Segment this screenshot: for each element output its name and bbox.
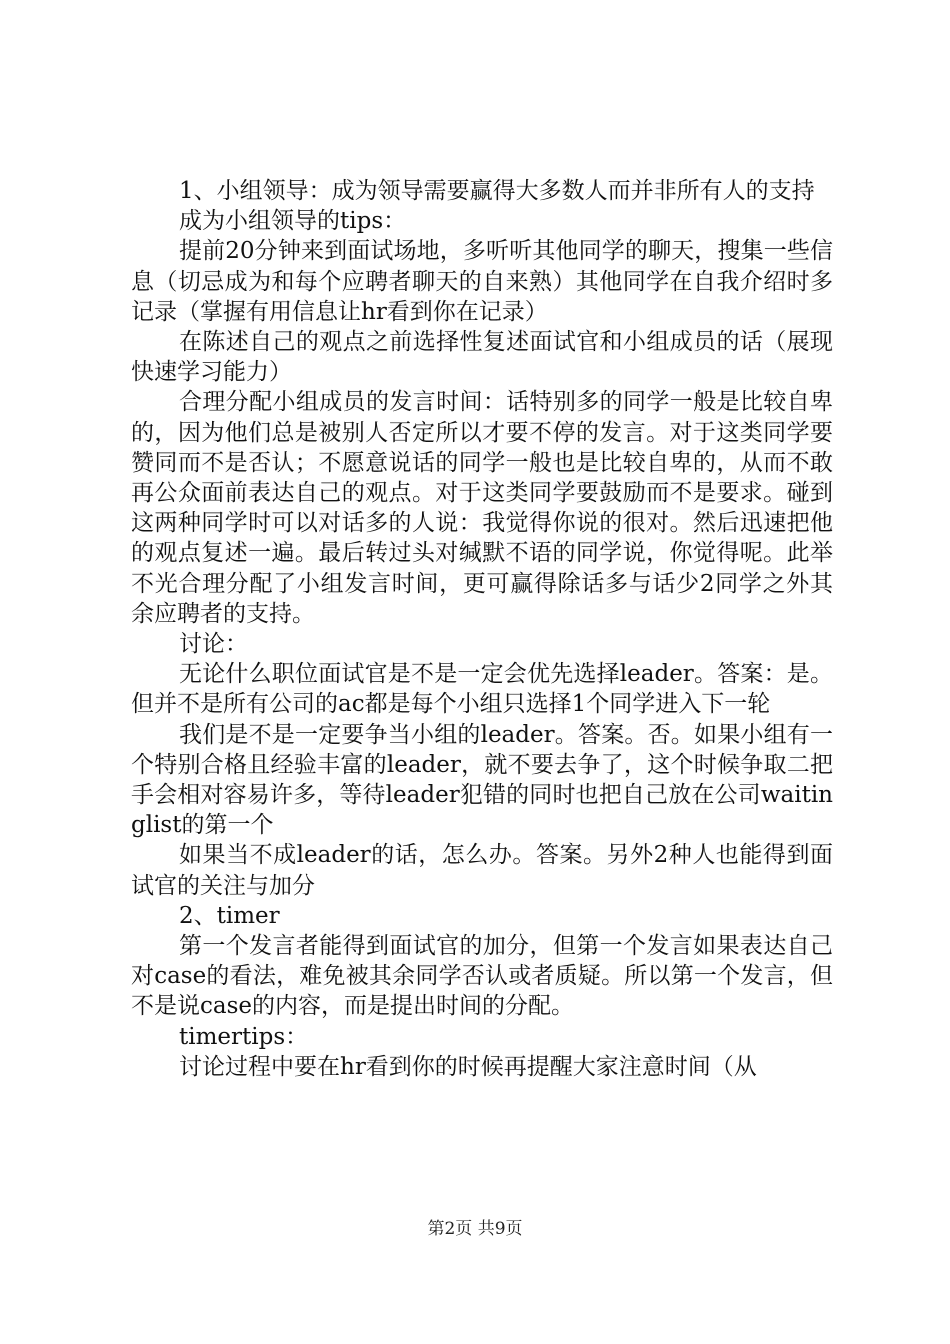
paragraph-arrive-early: 提前20分钟来到面试场地，多听听其他同学的聊天，搜集一些信息（切忌成为和每个应聘者聊天的自来熟）其他同学在自我介绍时多记录（掌握有用信息让hr看到你在记录） xyxy=(131,238,833,325)
paragraph-restate-views: 在陈述自己的观点之前选择性复述面试官和小组成员的话（展现快速学习能力） xyxy=(131,329,833,386)
discussion-heading: 讨论： xyxy=(179,631,248,658)
paragraph-first-speaker: 第一个发言者能得到面试官的加分，但第一个发言如果表达自己对case的看法，难免被其余同学否认或者质疑。所以第一个发言，但不是说case的内容，而是提出时间的分配。 xyxy=(131,933,833,1020)
timer-tips-heading: timertips： xyxy=(179,1023,309,1050)
paragraph-remind-time: 讨论过程中要在hr看到你的时候再提醒大家注意时间（从 xyxy=(179,1053,757,1080)
page-number-footer: 第2页 共9页 xyxy=(427,1219,523,1239)
paragraph-not-leader: 如果当不成leader的话，怎么办。答案。另外2种人也能得到面试官的关注与加分 xyxy=(131,842,833,899)
document-body xyxy=(131,176,833,1082)
section-heading-leader: 1、小组领导：成为领导需要赢得大多数人而并非所有人的支持 xyxy=(179,178,815,204)
leader-tips-heading: 成为小组领导的tips： xyxy=(179,208,407,235)
paragraph-compete-leader: 我们是不是一定要争当小组的leader。答案。否。如果小组有一个特别合格且经验丰富的leader，就不要去争了，这个时候争取二把手会相对容易许多，等待leader犯错的同时也把自己放在公司waitinglist的第一个 xyxy=(131,721,833,839)
paragraph-leader-preference: 无论什么职位面试官是不是一定会优先选择leader。答案：是。但并不是所有公司的ac都是每个小组只选择1个同学进入下一轮 xyxy=(131,661,833,718)
paragraph-allocate-time: 合理分配小组成员的发言时间：话特别多的同学一般是比较自卑的，因为他们总是被别人否定所以才要不停的发言。对于这类同学要赞同而不是否认；不愿意说话的同学一般也是比较自卑的，从而不敢再公众面前表达自己的观点。对于这类同学要鼓励而不是要求。碰到这两种同学时可以对话多的人说：我觉得你说的很对。然后迅速把他的观点复述一遍。最后转过头对缄默不语的同学说，你觉得呢。此举不光合理分配了小组发言时间，更可赢得除话多与话少2同学之外其余应聘者的支持。 xyxy=(131,389,833,627)
section-heading-timer: 2、timer xyxy=(179,902,280,929)
